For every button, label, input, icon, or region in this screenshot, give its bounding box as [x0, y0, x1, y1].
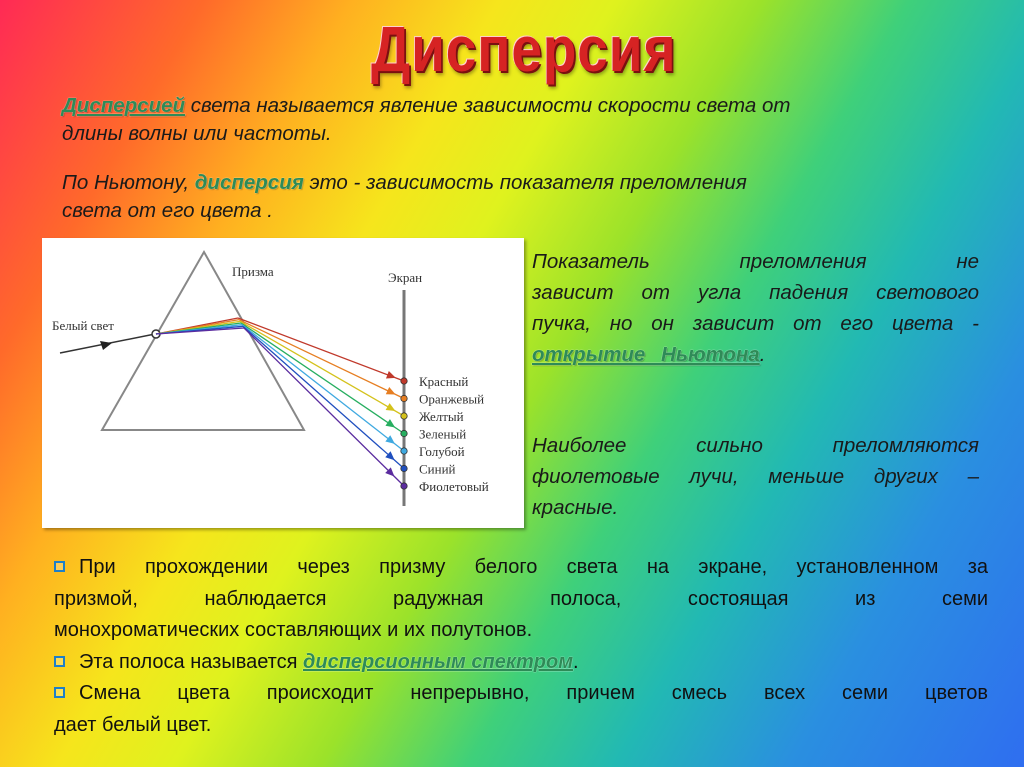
- prism-diagram: [42, 238, 524, 528]
- white-light-label: Белый свет: [52, 318, 114, 333]
- violet-note-line-3: красные.: [532, 496, 619, 519]
- screen-color-dot: [401, 483, 407, 489]
- screen-color-dot: [401, 448, 407, 454]
- screen-color-dot: [401, 413, 407, 419]
- prism-dispersion-figure: [42, 238, 524, 528]
- dispersed-rays: [156, 318, 407, 489]
- bullet-square-icon: [54, 561, 65, 572]
- ray-to-screen: [244, 328, 404, 486]
- ray-to-screen: [240, 321, 404, 416]
- ray-arrowhead: [386, 403, 396, 411]
- color-label: Красный: [419, 374, 469, 389]
- color-label: Зеленый: [419, 426, 467, 442]
- ray-to-screen: [238, 318, 404, 381]
- color-label: Желтый: [419, 409, 464, 424]
- bullet-square-icon: [54, 656, 65, 667]
- ray-arrowhead: [385, 435, 395, 444]
- definition-paragraph: [62, 92, 992, 148]
- index-note: [532, 246, 979, 370]
- screen-color-dot: [401, 378, 407, 384]
- term-dispersion-newton: дисперсия: [194, 171, 304, 194]
- bullet-2: Эта полоса называется дисперсионным спектром.: [54, 647, 988, 679]
- bullet-1-line-2: призмой, наблюдается радужная полоса, состоящая из семи: [54, 587, 988, 610]
- screen-color-dot: [401, 430, 407, 436]
- definition-line-2: длины волны или частоты.: [62, 122, 332, 145]
- ray-arrowhead: [385, 419, 395, 427]
- slide-title: Дисперсия: [371, 13, 677, 85]
- violet-note-line-1: Наиболее сильно преломляются: [532, 434, 979, 457]
- index-note-line-2: зависит от угла падения светового: [532, 281, 979, 304]
- index-note-line-1: Показатель преломления не: [532, 250, 979, 273]
- ray-arrowhead: [386, 371, 396, 378]
- term-dispersion-definition: Дисперсией: [62, 94, 186, 117]
- bullet-3-line-2: дает белый цвет.: [54, 713, 212, 736]
- bullet-1-line-1: При прохождении через призму белого света на экране, установленном за: [54, 552, 988, 584]
- color-label: Голубой: [419, 444, 465, 459]
- definition-line-1: Дисперсией света называется явление зависимости скорости света от: [62, 94, 791, 117]
- index-note-line-3: пучка, но он зависит от его цвета -: [532, 312, 979, 335]
- index-note-line-4: открытие Ньютона.: [532, 343, 766, 366]
- screen-label: Экран: [388, 270, 423, 285]
- ray-to-screen: [241, 323, 404, 434]
- screen-color-dot: [401, 395, 407, 401]
- ray-to-screen: [243, 326, 404, 468]
- newton-line-2: света от его цвета .: [62, 199, 273, 222]
- newton-paragraph: [62, 169, 992, 225]
- bullet-square-icon: [54, 687, 65, 698]
- violet-note: [532, 430, 979, 523]
- violet-note-line-2: фиолетовые лучи, меньше других –: [532, 465, 979, 488]
- dispersion-spectrum-link[interactable]: дисперсионным спектром: [303, 650, 574, 673]
- bullet-1-line-3: монохроматических составляющих и их полутонов.: [54, 619, 533, 641]
- color-label: Фиолетовый: [419, 479, 489, 494]
- bullet-list: [54, 552, 988, 741]
- prism-label: Призма: [232, 264, 274, 279]
- color-labels: [419, 374, 489, 494]
- ray-to-screen: [242, 325, 404, 451]
- bullet-3-line-1: Смена цвета происходит непрерывно, причем смесь всех семи цветов: [54, 678, 988, 710]
- screen-color-dot: [401, 465, 407, 471]
- newton-discovery-link[interactable]: открытие Ньютона: [532, 343, 760, 366]
- color-label: Оранжевый: [419, 391, 485, 407]
- color-label: Синий: [419, 461, 456, 477]
- newton-line-1: По Ньютону, дисперсия это - зависимость показателя преломления: [62, 171, 747, 194]
